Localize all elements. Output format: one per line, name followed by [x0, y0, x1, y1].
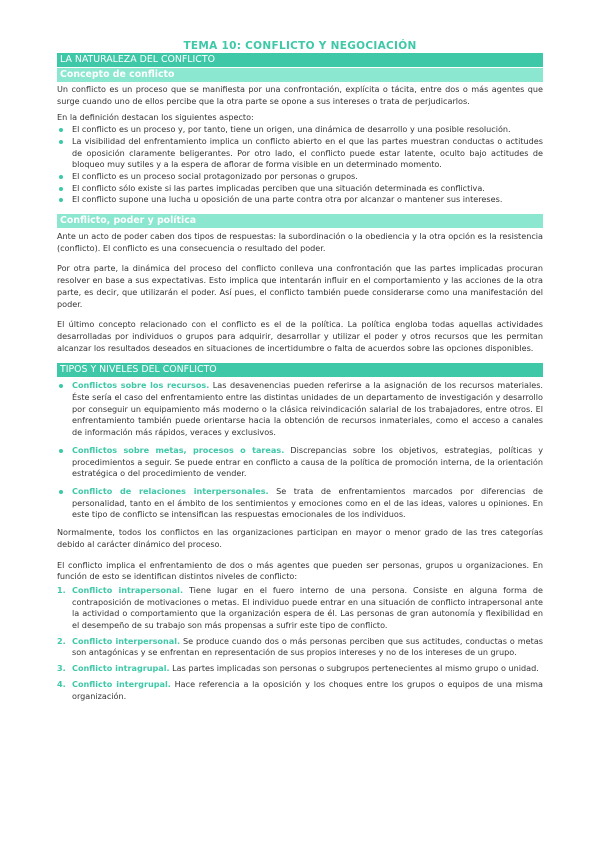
paragraph: Ante un acto de poder caben dos tipos de respuestas: la subordinación o la obediencia y la otra opción es la resistencia (conflicto). El conflicto es una consecuencia o resultado del poder.	[57, 231, 543, 253]
bullet-icon	[59, 198, 63, 202]
subsection-header-poder: Conflicto, poder y política	[57, 214, 543, 228]
bullet-icon	[59, 187, 63, 191]
paragraph: En la definición destacan los siguientes aspecto:	[57, 112, 254, 123]
list-item: El conflicto sólo existe si las partes implicadas perciben que una situación determinada es conflictiva.	[57, 183, 543, 195]
list-item: El conflicto supone una lucha u oposición de una parte contra otra por alcanzar o mantener sus intereses.	[57, 194, 543, 206]
list-item: Conflictos sobre metas, procesos o tareas. Discrepancias sobre los objetivos, estrategias, políticas y procedimientos a seguir. Se puede entrar en conflicto a causa de la política de promoción interna, de la orientación estratégica o del procedimiento de vender.	[57, 445, 543, 480]
list-item: 4. Conflicto intergrupal. Hace referencia a la oposición y los choques entre los grupos o equipos de una misma organización.	[57, 678, 543, 701]
list-item: Conflicto de relaciones interpersonales. Se trata de enfrentamientos marcados por diferencias de personalidad, tanto en el ámbito de los sentimientos y emociones como en el de las ideas, valores u opiniones. En este tipo de conflicto se intensifican las respuestas emocionales de los individuos.	[57, 486, 543, 521]
page-title: TEMA 10: CONFLICTO Y NEGOCIACIÓN	[183, 40, 417, 52]
list-item: 2. Conflicto interpersonal. Se produce cuando dos o más personas perciben que sus actitudes, conductas o metas son antagónicas y se enfrentan en representación de sus propios intereses y no de los intereses de un grupo.	[57, 635, 543, 658]
types-list	[57, 380, 543, 521]
paragraph: El conflicto implica el enfrentamiento de dos o más agentes que pueden ser personas, grupos u organizaciones. En función de esto se identifican distintos niveles de conflicto:	[57, 559, 543, 582]
bullet-icon	[59, 140, 63, 144]
paragraph: Por otra parte, la dinámica del proceso del conflicto conlleva una confrontación que las partes implicadas procuran resolver en base a sus expectativas. Esto implica que intentarán influir en el comportamiento y las acciones de la otra parte, es decir, que utilizarán el poder. Así pues, el conflicto también puede considerarse como una manifestación del poder.	[57, 263, 543, 309]
list-item: Conflictos sobre los recursos. Las desavenencias pueden referirse a la asignación de los recursos materiales. Éste sería el caso del enfrentamiento entre las distintas unidades de un departamento de investigación y desarrollo por conseguir un equipamiento más moderno o la clásica reivindicación salarial de los trabajadores, entre otros. El enfrentamiento también puede orientarse hacia la obtención de recursos inmateriales, como el acceso a canales de información más rápidos, veraces y exclusivos.	[57, 380, 543, 439]
subsection-header-concepto: Concepto de conflicto	[57, 68, 543, 82]
list-item: El conflicto es un proceso social protagonizado por personas o grupos.	[57, 171, 543, 183]
paragraph: El último concepto relacionado con el conflicto es el de la política. La política engloba todas aquellas actividades desarrolladas por individuos o grupos para adquirir, desarrollar y utilizar el poder y otros recursos que les permitan alcanzar los resultados deseados en situaciones de incertidumbre o falta de acuerdos sobre las opciones disponibles.	[57, 319, 543, 353]
section-header-naturaleza: LA NATURALEZA DEL CONFLICTO	[57, 53, 543, 67]
bullet-icon	[59, 449, 63, 453]
paragraph: Un conflicto es un proceso que se manifiesta por una confrontación, explícita o tácita, entre dos o más agentes que surge cuando uno de ellos percibe que la otra parte se opone a sus intereses o trata de perjudicarlos.	[57, 84, 543, 106]
bullet-icon	[59, 175, 63, 179]
section-header-tipos: TIPOS Y NIVELES DEL CONFLICTO	[57, 363, 543, 377]
list-item: 1. Conflicto intrapersonal. Tiene lugar en el fuero interno de una persona. Consiste en alguna forma de contraposición de motivaciones o metas. El individuo puede entrar en una situación de conflicto intrapersonal ante la actividad o comportamiento que la organización espera de él. Las personas de gran autonomía y flexibilidad en el desempeño de su trabajo son más propensas a sufrir este tipo de conflicto.	[57, 584, 543, 631]
list-item: La visibilidad del enfrentamiento implica un conflicto abierto en el que las partes muestran conductas o actitudes de oposición claramente beligerantes. Por otro lado, el conflicto puede estar latente, oculto bajo actitudes de bloqueo muy sutiles y a la espera de aflorar de forma visible en un determinado momento.	[57, 136, 543, 171]
paragraph: Normalmente, todos los conflictos en las organizaciones participan en mayor o menor grado de las tres categorías debido al carácter dinámico del proceso.	[57, 527, 543, 549]
bullet-list	[57, 124, 543, 206]
list-item: 3. Conflicto intragrupal. Las partes implicadas son personas o subgrupos pertenecientes al mismo grupo o unidad.	[57, 663, 539, 674]
bullet-icon	[59, 128, 63, 132]
bullet-icon	[59, 384, 63, 388]
bullet-icon	[59, 490, 63, 494]
levels-list	[57, 585, 543, 702]
list-item: El conflicto es un proceso y, por tanto, tiene un origen, una dinámica de desarrollo y una posible resolución.	[57, 124, 543, 136]
